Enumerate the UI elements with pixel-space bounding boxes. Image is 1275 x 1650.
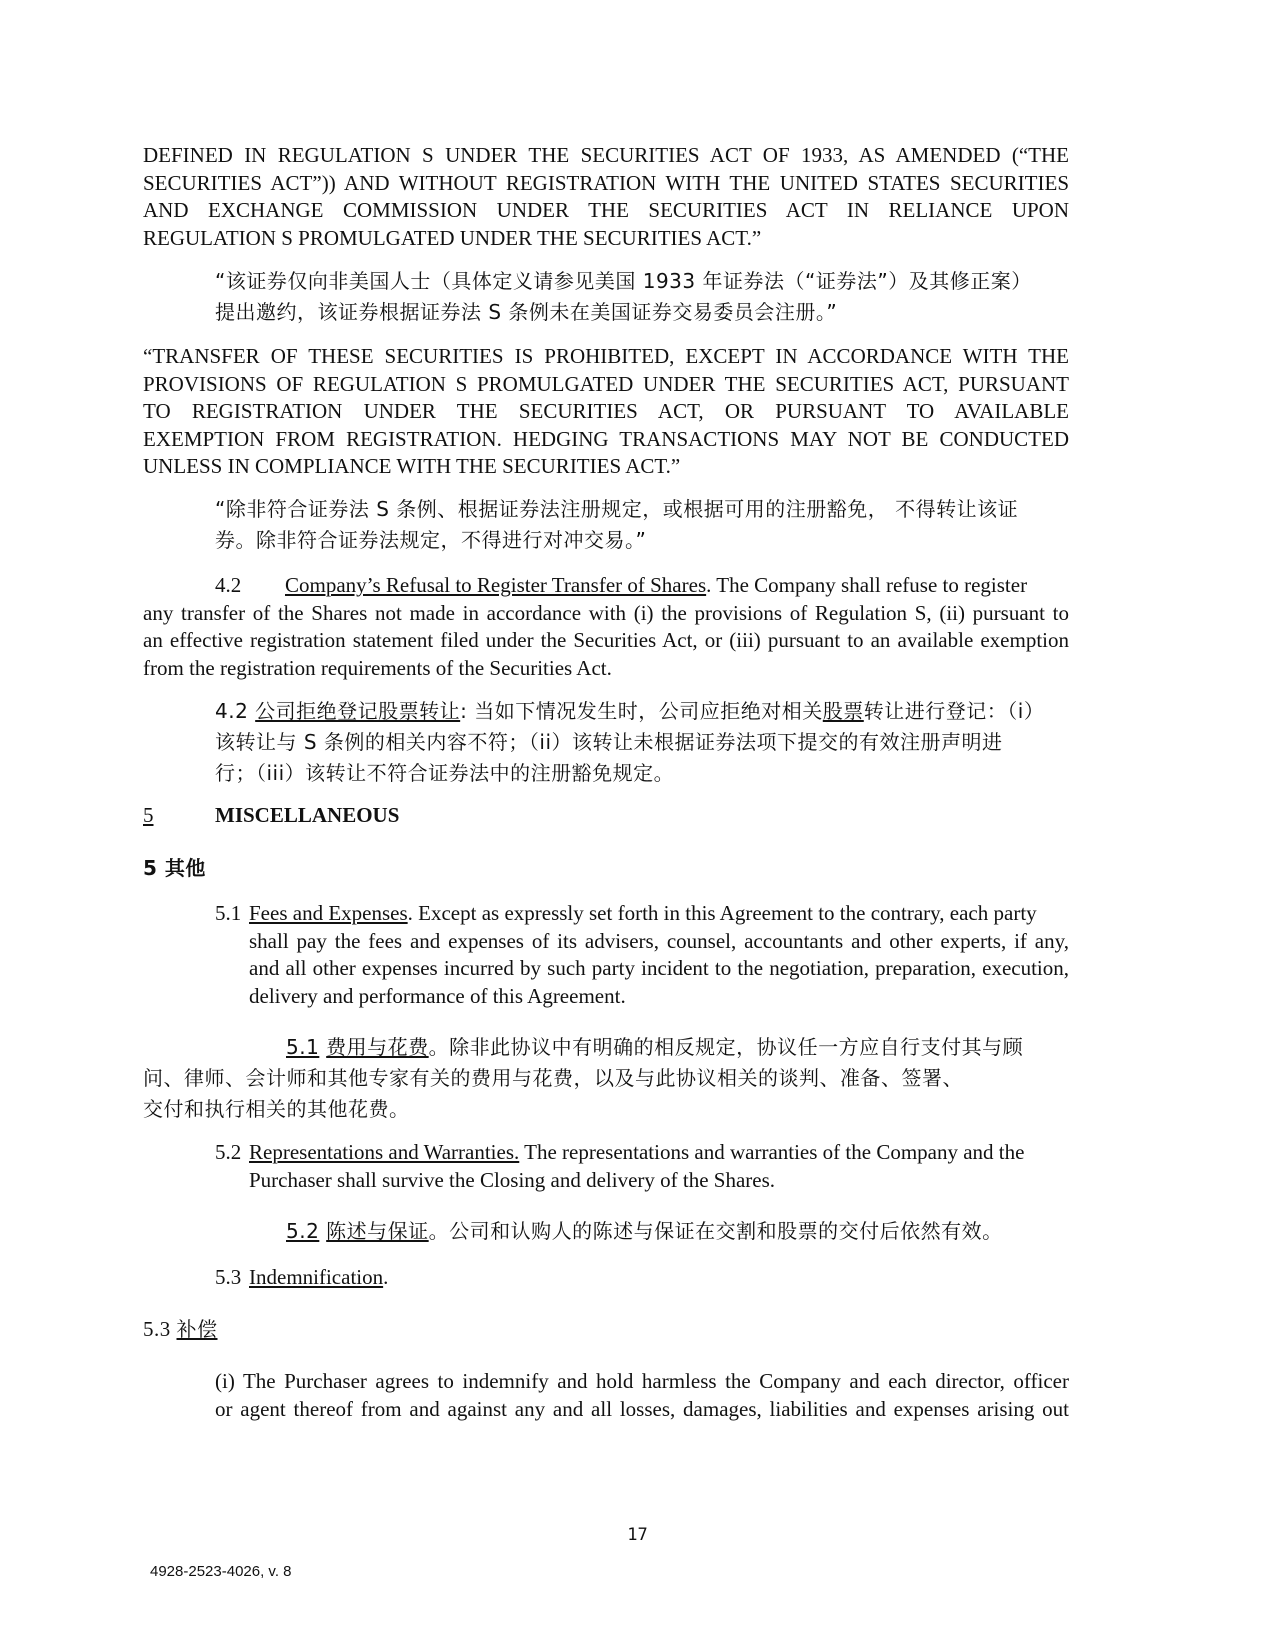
text-line: delivery and performance of this Agreement. [249, 983, 626, 1008]
section-number: 4.2 [215, 573, 242, 597]
section-text: The representations and warranties of the Company and the [519, 1140, 1025, 1164]
section-heading: 补偿 [176, 1317, 218, 1341]
section-text: 。公司和认购人的陈述与保证在交割和股票的交付后依然有效。 [428, 1219, 1003, 1243]
section-heading-line [215, 900, 1069, 928]
text-line: TO REGISTRATION UNDER THE SECURITIES ACT, OR PURSUANT TO AVAILABLE [143, 399, 1069, 423]
text-line: Purchaser shall survive the Closing and delivery of the Shares. [249, 1167, 776, 1192]
text-line: “除非符合证券法 S 条例、根据证券法注册规定，或根据可用的注册豁免， 不得转让该证 [215, 497, 1019, 521]
section-5-1-en [215, 900, 1069, 1010]
legend-zh-1 [215, 266, 1075, 328]
section-heading: 费用与花费 [326, 1035, 429, 1059]
section-5-3-i [215, 1368, 1069, 1423]
section-number: 5.1 [215, 901, 242, 925]
section-text: . Except as expressly set forth in this Agreement to the contrary, each party [407, 901, 1037, 925]
text-line: (i) The Purchaser agrees to indemnify and hold harmless the Company and each director, officer [215, 1369, 1069, 1393]
section-text: 。除非此协议中有明确的相反规定，协议任一方应自行支付其与顾 [428, 1035, 1024, 1059]
legend-zh-2 [215, 494, 1075, 556]
section-heading-line [143, 572, 1069, 600]
section-text: 转让进行登记：（i） [863, 699, 1045, 723]
section-number: 5.3 [215, 1265, 242, 1289]
section-heading-line [143, 1032, 1087, 1063]
text-line: 行；（iii）该转让不符合证券法中的注册豁免规定。 [215, 761, 675, 785]
text-line: REGULATION S PROMULGATED UNDER THE SECURITIES ACT.” [143, 225, 762, 250]
text-line: and all other expenses incurred by such party incident to the negotiation, preparation, execution, [249, 956, 1069, 980]
text-line: DEFINED IN REGULATION S UNDER THE SECURITIES ACT OF 1933, AS AMENDED (“THE [143, 143, 1069, 167]
legend-en-2 [143, 343, 1069, 481]
section-5-2-zh [286, 1216, 1086, 1247]
section-5-3-en [215, 1264, 388, 1292]
section-number: 5.2 [215, 1140, 242, 1164]
section-number: 5.3 [143, 1317, 177, 1341]
section-title: MISCELLANEOUS [215, 803, 400, 827]
section-heading: Representations and Warranties. [249, 1140, 520, 1164]
text-line: PROVISIONS OF REGULATION S PROMULGATED UNDER THE SECURITIES ACT, PURSUANT [143, 371, 1069, 396]
section-number: 5 [143, 803, 154, 827]
section-number: 5.2 [286, 1219, 320, 1243]
section-number: 4.2 [215, 699, 256, 723]
section-5-3-zh [143, 1314, 218, 1345]
section-text: . The Company shall refuse to register [706, 573, 1028, 597]
text-line: SECURITIES ACT”)) AND WITHOUT REGISTRATION WITH THE UNITED STATES SECURITIES [143, 170, 1069, 195]
section-heading: Fees and Expenses [249, 901, 408, 925]
text-line: AND EXCHANGE COMMISSION UNDER THE SECURITIES ACT IN RELIANCE UPON [143, 198, 1069, 222]
page-number: 17 [627, 1525, 648, 1545]
text-line: or agent thereof from and against any and all losses, damages, liabilities and expenses arising out [215, 1396, 1069, 1421]
legend-en-1 [143, 142, 1069, 252]
text-line: shall pay the fees and expenses of its advisers, counsel, accountants and other experts, if any, [249, 928, 1069, 953]
text-line: 券。除非符合证券法规定，不得进行对冲交易。” [215, 528, 647, 552]
text-line: 该转让与 S 条例的相关内容不符；（ii）该转让未根据证券法项下提交的有效注册声明进 [215, 730, 1003, 754]
section-4-2-en [143, 572, 1069, 682]
section-5-2-en [215, 1139, 1069, 1194]
section-5-heading-zh: 5 其他 [143, 856, 206, 880]
section-heading-line [215, 696, 1081, 727]
text-line: 问、律师、会计师和其他专家有关的费用与花费，以及与此协议相关的谈判、准备、签署、 [143, 1066, 963, 1090]
section-text-underlined: 股票 [822, 699, 864, 723]
section-heading: Company’s Refusal to Register Transfer of Shares [285, 573, 707, 597]
section-text: . [383, 1265, 389, 1289]
section-5-heading [143, 802, 399, 830]
section-heading: 陈述与保证 [326, 1219, 429, 1243]
text-line: EXEMPTION FROM REGISTRATION. HEDGING TRANSACTIONS MAY NOT BE CONDUCTED [143, 426, 1069, 451]
section-heading: 公司拒绝登记股票转让 [255, 699, 461, 723]
section-number: 5.1 [286, 1035, 320, 1059]
section-text: : 当如下情况发生时，公司应拒绝对相关 [460, 699, 823, 723]
text-line: an effective registration statement filed under the Securities Act, or (iii) pursuant to an available exemption [143, 628, 1069, 652]
section-5-1-zh [143, 1032, 1087, 1125]
text-line: “该证券仅向非美国人士（具体定义请参见美国 1933 年证券法（“证券法”）及其修正案） [215, 269, 1032, 293]
document-id: 4928-2523-4026, v. 8 [150, 1563, 292, 1580]
section-4-2-zh [215, 696, 1081, 789]
text-line: 提出邀约，该证券根据证券法 S 条例未在美国证券交易委员会注册。” [215, 300, 838, 324]
text-line: 交付和执行相关的其他花费。 [143, 1097, 410, 1121]
section-heading: Indemnification [249, 1265, 384, 1289]
text-line: any transfer of the Shares not made in accordance with (i) the provisions of Regulation S, (ii) pursuant to [143, 600, 1069, 625]
section-heading-line [215, 1139, 1069, 1167]
text-line: UNLESS IN COMPLIANCE WITH THE SECURITIES ACT.” [143, 454, 681, 478]
text-line: from the registration requirements of the Securities Act. [143, 655, 612, 680]
text-line: “TRANSFER OF THESE SECURITIES IS PROHIBITED, EXCEPT IN ACCORDANCE WITH THE [143, 344, 1069, 368]
